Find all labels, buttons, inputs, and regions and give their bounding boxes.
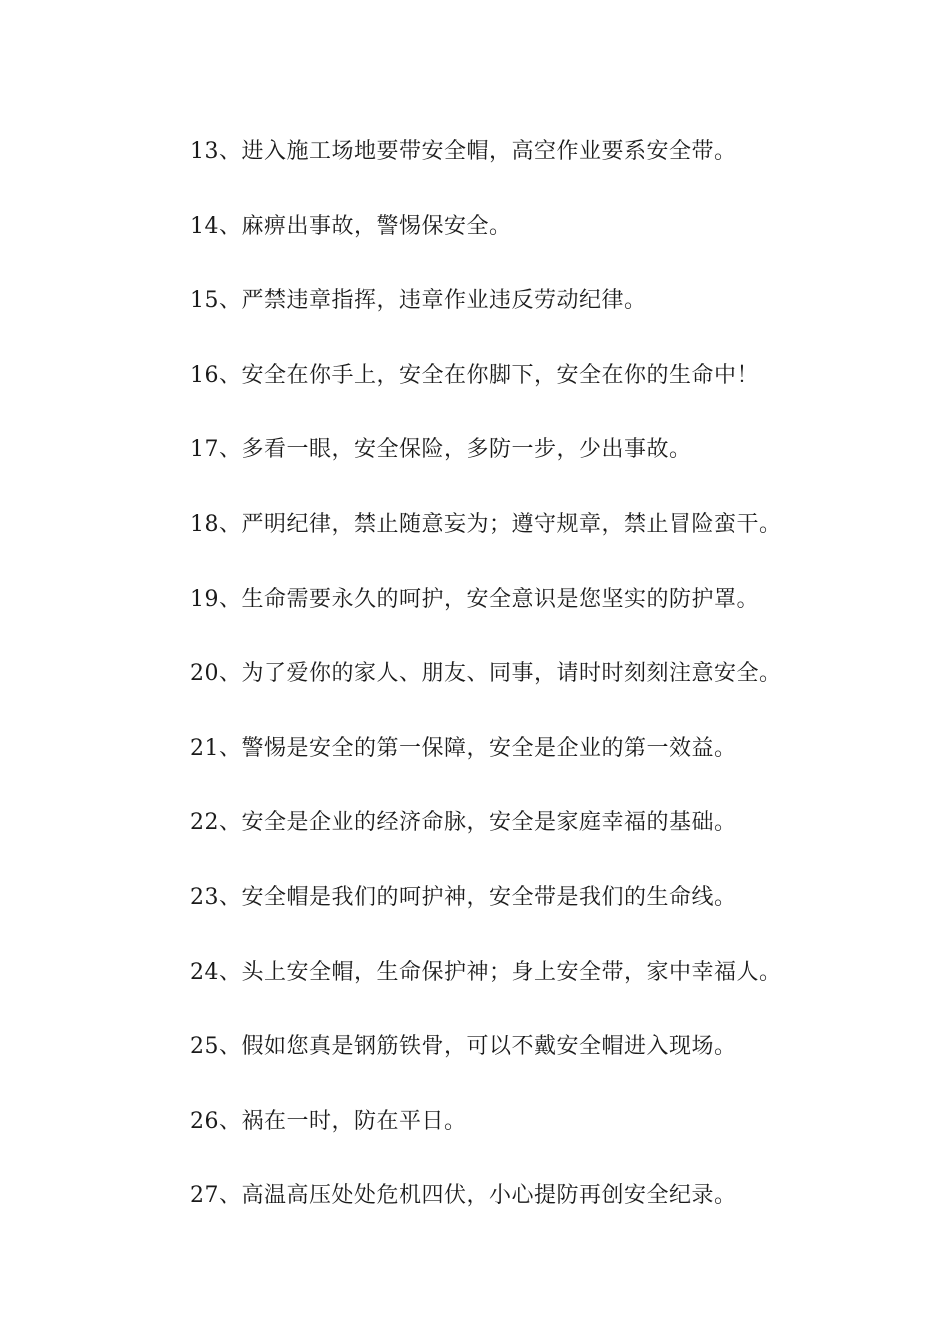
- slogan-line-19: 19、生命需要永久的呵护，安全意识是您坚实的防护罩。: [190, 586, 759, 612]
- slogan-line-13: 13、进入施工场地要带安全帽，高空作业要系安全带。: [190, 139, 737, 164]
- slogan-line-27: 27、高温高压处处危机四伏，小心提防再创安全纪录。: [190, 1183, 737, 1209]
- slogan-list: [190, 133, 890, 1252]
- slogan-line-24: 24、头上安全帽，生命保护神；身上安全带，家中幸福人。: [190, 959, 782, 985]
- slogan-line-16: 16、安全在你手上，安全在你脚下，安全在你的生命中！: [190, 362, 759, 388]
- slogan-line-26: 26、祸在一时，防在平日。: [190, 1108, 467, 1134]
- slogan-line-17: 17、多看一眼，安全保险，多防一步，少出事故。: [190, 437, 692, 463]
- slogan-line-21: 21、警惕是安全的第一保障，安全是企业的第一效益。: [190, 735, 737, 761]
- slogan-line-15: 15、严禁违章指挥，违章作业违反劳动纪律。: [190, 288, 647, 314]
- slogan-line-18: 18、严明纪律，禁止随意妄为；遵守规章，禁止冒险蛮干。: [190, 511, 782, 537]
- slogan-line-22: 22、安全是企业的经济命脉，安全是家庭幸福的基础。: [190, 810, 737, 836]
- slogan-line-20: 20、为了爱你的家人、朋友、同事，请时时刻刻注意安全。: [190, 661, 782, 687]
- slogan-line-23: 23、安全帽是我们的呵护神，安全带是我们的生命线。: [190, 884, 737, 910]
- slogan-line-14: 14、麻痹出事故，警惕保安全。: [190, 213, 512, 239]
- slogan-line-25: 25、假如您真是钢筋铁骨，可以不戴安全帽进入现场。: [190, 1034, 737, 1060]
